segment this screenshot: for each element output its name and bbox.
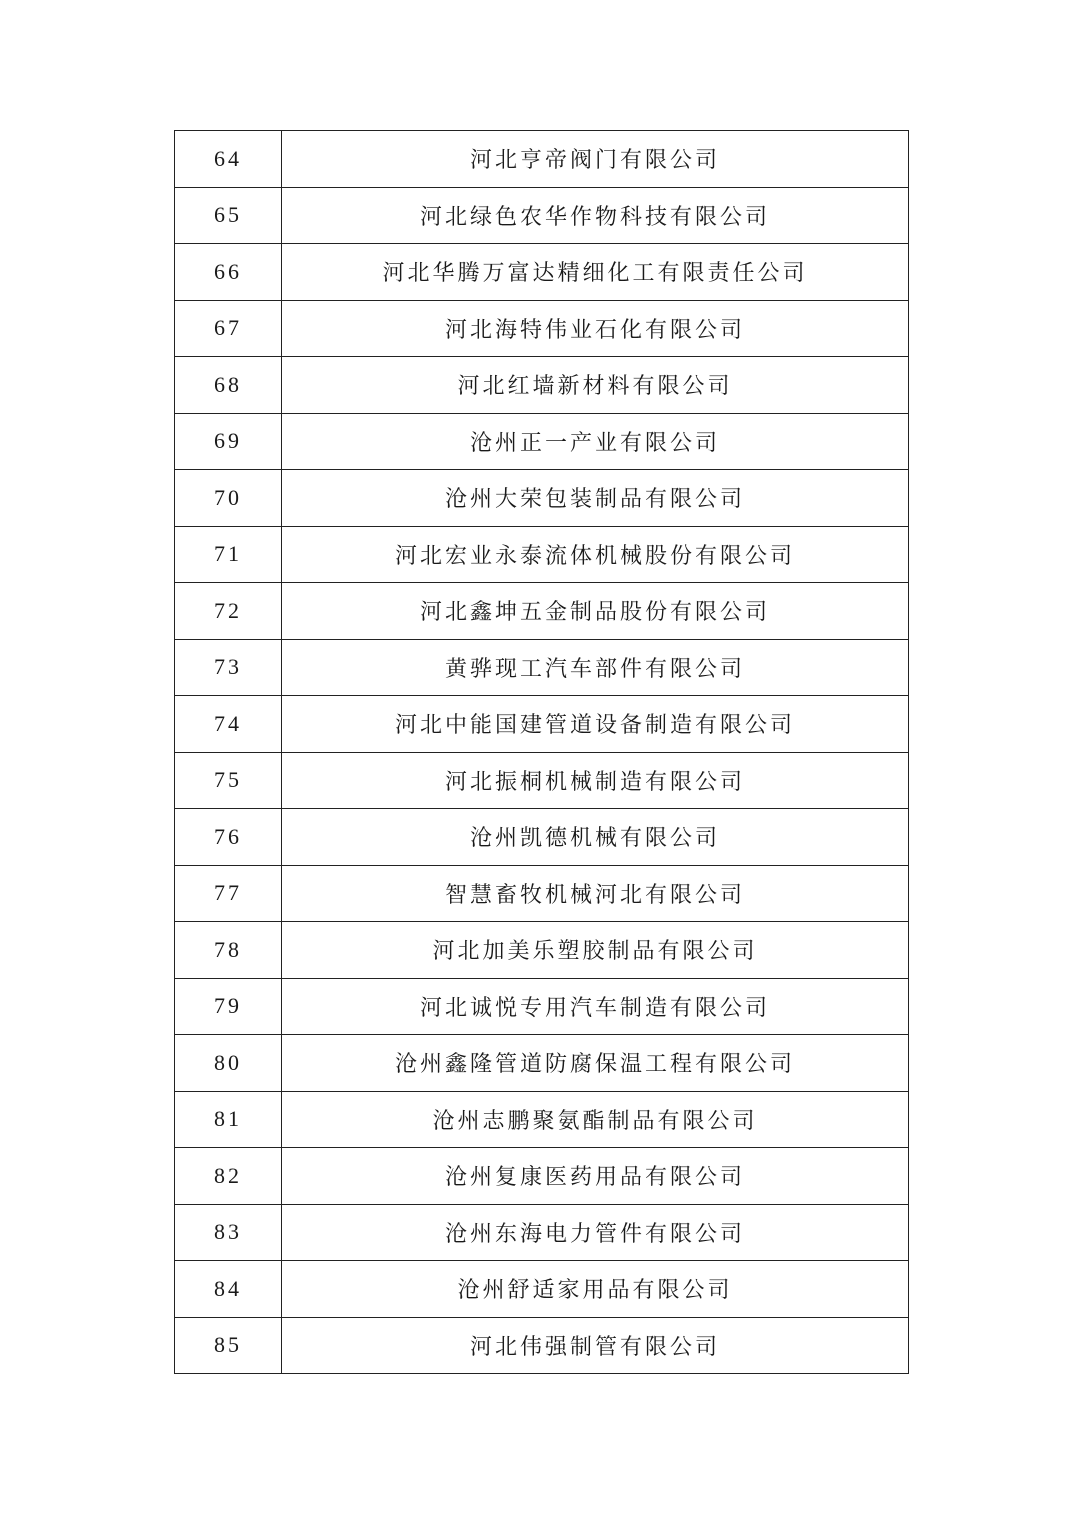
row-number: 70: [175, 470, 282, 527]
table-row: [175, 244, 909, 301]
company-name: 沧州东海电力管件有限公司: [282, 1204, 909, 1261]
row-number: 76: [175, 809, 282, 866]
row-number: 84: [175, 1261, 282, 1318]
table-row: [175, 300, 909, 357]
company-name: 河北宏业永泰流体机械股份有限公司: [282, 526, 909, 583]
table-row: [175, 1317, 909, 1374]
company-name: 沧州志鹏聚氨酯制品有限公司: [282, 1091, 909, 1148]
company-name: 河北振桐机械制造有限公司: [282, 752, 909, 809]
company-name: 黄骅现工汽车部件有限公司: [282, 639, 909, 696]
company-name: 沧州复康医药用品有限公司: [282, 1148, 909, 1205]
table-row: [175, 1035, 909, 1092]
table-row: [175, 1204, 909, 1261]
company-name: 沧州鑫隆管道防腐保温工程有限公司: [282, 1035, 909, 1092]
company-list-table: [174, 130, 909, 1374]
row-number: 85: [175, 1317, 282, 1374]
company-name: 河北伟强制管有限公司: [282, 1317, 909, 1374]
row-number: 65: [175, 187, 282, 244]
table-row: [175, 752, 909, 809]
table-row: [175, 413, 909, 470]
company-name: 河北绿色农华作物科技有限公司: [282, 187, 909, 244]
row-number: 81: [175, 1091, 282, 1148]
row-number: 67: [175, 300, 282, 357]
company-name: 河北华腾万富达精细化工有限责任公司: [282, 244, 909, 301]
company-name: 河北红墙新材料有限公司: [282, 357, 909, 414]
row-number: 66: [175, 244, 282, 301]
row-number: 69: [175, 413, 282, 470]
row-number: 78: [175, 922, 282, 979]
company-name: 河北亨帝阀门有限公司: [282, 131, 909, 188]
row-number: 80: [175, 1035, 282, 1092]
table-row: [175, 470, 909, 527]
company-name: 沧州舒适家用品有限公司: [282, 1261, 909, 1318]
table-row: [175, 639, 909, 696]
table-row: [175, 1091, 909, 1148]
row-number: 82: [175, 1148, 282, 1205]
row-number: 73: [175, 639, 282, 696]
company-name: 河北中能国建管道设备制造有限公司: [282, 696, 909, 753]
table-row: [175, 131, 909, 188]
table-row: [175, 922, 909, 979]
table-row: [175, 526, 909, 583]
company-name: 沧州凯德机械有限公司: [282, 809, 909, 866]
company-name: 河北加美乐塑胶制品有限公司: [282, 922, 909, 979]
company-name: 河北鑫坤五金制品股份有限公司: [282, 583, 909, 640]
company-name: 沧州大荣包装制品有限公司: [282, 470, 909, 527]
table-row: [175, 865, 909, 922]
table-row: [175, 809, 909, 866]
table-row: [175, 357, 909, 414]
company-name: 河北诚悦专用汽车制造有限公司: [282, 978, 909, 1035]
row-number: 77: [175, 865, 282, 922]
table-row: [175, 583, 909, 640]
table-row: [175, 187, 909, 244]
table-row: [175, 1148, 909, 1205]
company-name: 河北海特伟业石化有限公司: [282, 300, 909, 357]
row-number: 72: [175, 583, 282, 640]
row-number: 83: [175, 1204, 282, 1261]
row-number: 68: [175, 357, 282, 414]
table-row: [175, 1261, 909, 1318]
table-row: [175, 696, 909, 753]
table-body: [175, 131, 909, 1374]
company-name: 沧州正一产业有限公司: [282, 413, 909, 470]
table-row: [175, 978, 909, 1035]
row-number: 71: [175, 526, 282, 583]
row-number: 64: [175, 131, 282, 188]
row-number: 74: [175, 696, 282, 753]
row-number: 79: [175, 978, 282, 1035]
row-number: 75: [175, 752, 282, 809]
company-name: 智慧畜牧机械河北有限公司: [282, 865, 909, 922]
